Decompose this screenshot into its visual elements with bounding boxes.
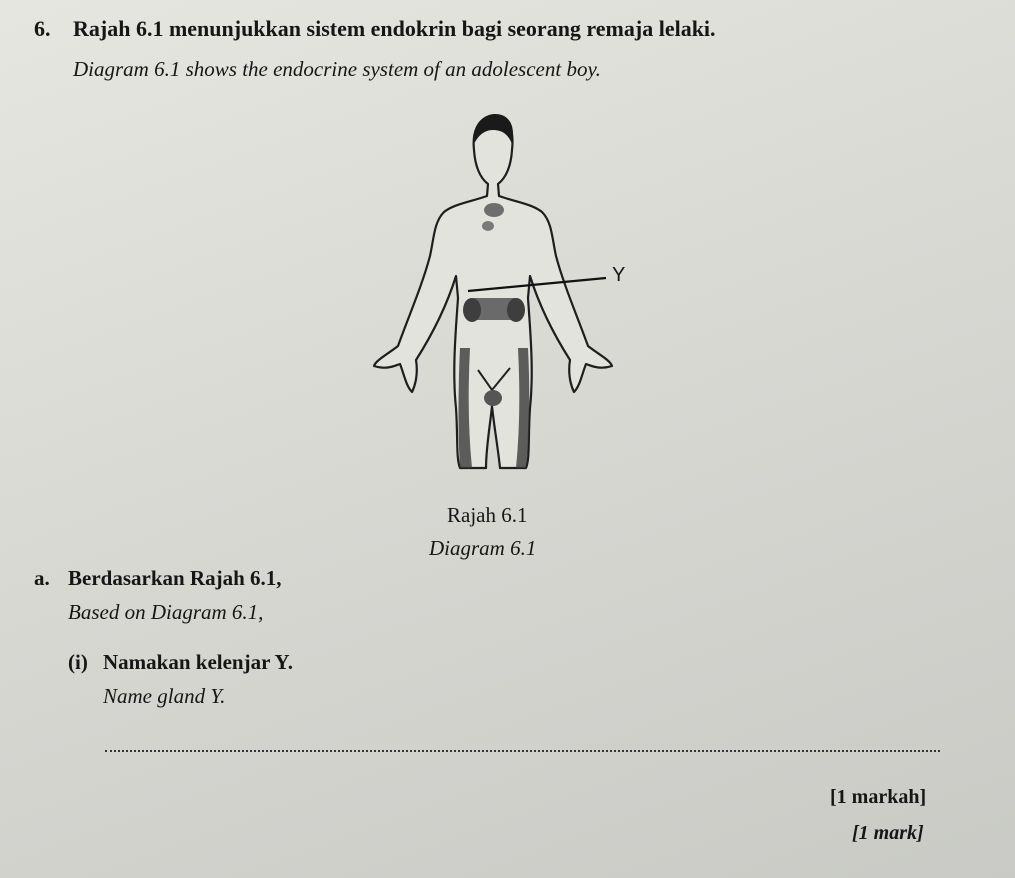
marks-malay: [1 markah]	[830, 786, 927, 808]
part-i-numeral: (i)	[68, 650, 88, 674]
part-a-english: Based on Diagram 6.1,	[68, 600, 264, 624]
answer-line[interactable]	[105, 750, 940, 752]
thymus-gland	[482, 221, 494, 231]
marks-english: [1 mark]	[852, 822, 924, 844]
body-outline	[374, 116, 612, 468]
part-a-malay: Berdasarkan Rajah 6.1,	[68, 566, 282, 590]
part-i-english: Name gland Y.	[103, 684, 226, 708]
endocrine-system-diagram	[360, 108, 650, 478]
testes	[484, 390, 502, 406]
question-text-english: Diagram 6.1 shows the endocrine system of an adolescent boy.	[73, 57, 601, 81]
left-kidney	[463, 298, 481, 322]
label-y: Y	[612, 264, 626, 286]
question-number: 6.	[34, 16, 51, 41]
part-a-letter: a.	[34, 566, 50, 590]
diagram-caption-english: Diagram 6.1	[429, 536, 537, 560]
question-text-malay: Rajah 6.1 menunjukkan sistem endokrin bagi seorang remaja lelaki.	[73, 16, 716, 41]
diagram-caption-malay: Rajah 6.1	[447, 503, 528, 527]
part-i-malay: Namakan kelenjar Y.	[103, 650, 293, 674]
right-kidney	[507, 298, 525, 322]
thyroid-gland	[484, 203, 504, 217]
